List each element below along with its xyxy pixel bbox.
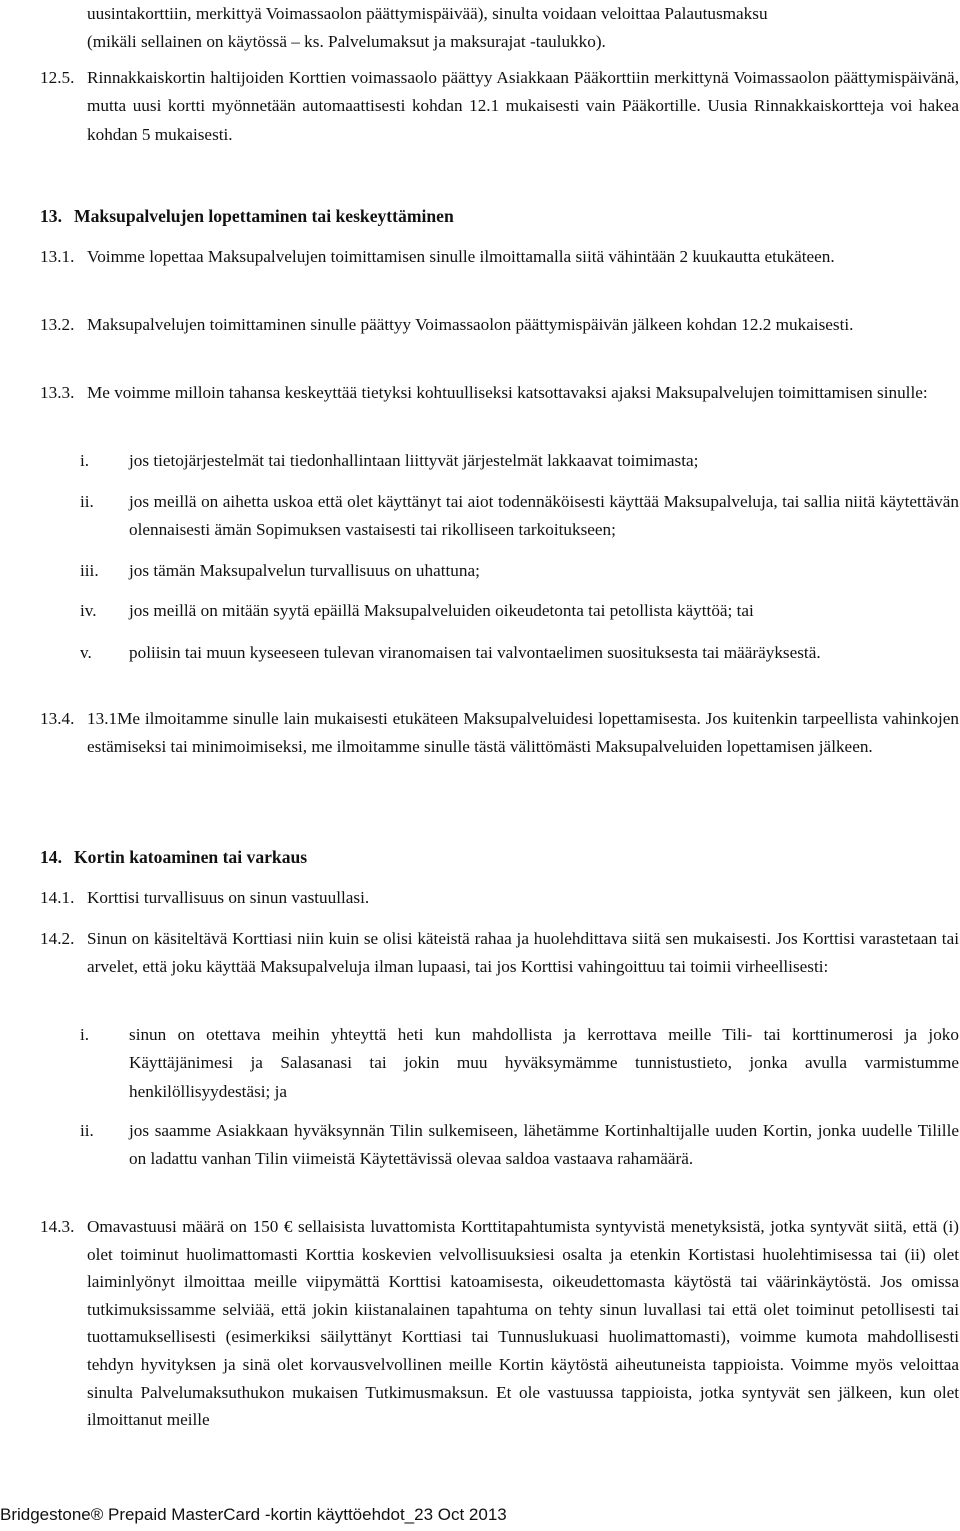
clause-12-5-text: Rinnakkaiskortin haltijoiden Korttien voimassaolo päättyy Asiakkaan Pääkorttiin merkittynä Voimassaolon päättymispäivänä, mutta uusi kortti myönnetään automaattisesti kohdan 12.1 mukaisesti vain Pääkortille. Uusia Rinnakkaiskortteja voi hakea kohdan 5 mukaisesti. [87,68,959,144]
list-item-text: jos saamme Asiakkaan hyväksynnän Tilin sulkemiseen, lähetämme Kortinhaltijalle uuden Kortin, jonka uudelle Tilille on ladattu vanhan Tilin viimeistä Käytettävissä olevaa saldoa vastaava rahamäärä. [129,1121,959,1169]
list-item-text: jos tietojärjestelmät tai tiedonhallintaan liittyvät järjestelmät lakkaavat toimimasta; [129,451,699,470]
list-label: i. [80,451,90,470]
section-14-title: Kortin katoaminen tai varkaus [74,847,308,867]
clause-13-1-text: Voimme lopettaa Maksupalvelujen toimittamisen sinulle ilmoittamalla siitä vähintään 2 kuukautta etukäteen. [87,247,835,266]
section-14-heading [40,843,307,871]
section-13-title: Maksupalvelujen lopettaminen tai keskeyttäminen [74,206,454,226]
list-item-text: poliisin tai muun kyseeseen tulevan viranomaisen tai valvontaelimen suosituksesta tai määräyksestä. [129,643,821,662]
clause-number-13-2: 13.2. [40,315,75,334]
list-label: i. [80,1025,90,1044]
clause-number-13-1: 13.1. [40,247,75,266]
list-label: iii. [80,561,99,580]
clause-13-3-text: Me voimme milloin tahansa keskeyttää tietyksi kohtuulliseksi katsottavaksi ajaksi Maksupalvelujen toimittamisen sinulle: [87,383,928,402]
clause-number-14-2: 14.2. [40,929,75,948]
clause-13-2-text: Maksupalvelujen toimittaminen sinulle päättyy Voimassaolon päättymispäivän jälkeen kohdan 12.2 mukaisesti. [87,315,854,334]
clause-number-14-1: 14.1. [40,888,75,907]
clause-number-12-5: 12.5. [40,68,75,87]
list-label: iv. [80,601,97,620]
section-14-number: 14. [40,847,62,867]
intro-line-1: uusintakorttiin, merkittyä Voimassaolon päättymispäivää), sinulta voidaan veloittaa Palautusmaksu [87,4,768,23]
clause-13-4-text: 13.1Me ilmoitamme sinulle lain mukaisesti etukäteen Maksupalveluidesi lopettamisesta. Jos kuitenkin tarpeellista vahinkojen estämiseksi tai minimoimiseksi, me ilmoitamme sinulle tästä välittömästi Maksupalveluiden lopettamisen jälkeen. [87,709,959,757]
list-item-text: jos meillä on aihetta uskoa että olet käyttänyt tai aiot todennäköisesti käyttää Maksupalveluja, tai sallia niitä käytettävän olennaisesti ämän Sopimuksen vastaisesti tai rikolliseen tarkoitukseen; [129,492,959,540]
list-label: ii. [80,492,94,511]
section-13-heading [40,202,454,230]
page-footer: Bridgestone® Prepaid MasterCard -kortin käyttöehdot_23 Oct 2013 [0,1505,507,1524]
clause-14-2-text: Sinun on käsiteltävä Korttiasi niin kuin se olisi käteistä rahaa ja huolehdittava siitä sen mukaisesti. Jos Korttisi varastetaan tai arvelet, että joku käyttää Maksupalveluja ilman lupaasi, tai jos Korttisi vahingoittuu tai toimii virheellisesti: [87,929,959,977]
clause-14-3-text: Omavastuusi määrä on 150 € sellaisista luvattomista Korttitapahtumista syntyvistä menetyksistä, jotka syntyvät siitä, että (i) olet toiminut huolimattomasti Korttia koskevien velvollisuuksiesi osalta ja etenkin Kortistasi huolehtimisessa tai (ii) olet laiminlyönyt ilmoittaa meille viipymättä Korttisi katoamisesta, oikeudettomasta käytöstä tai väärinkäytöstä. Jos omissa tutkimuksissamme selviää, että jokin kiistanalainen tapahtuma on tehty sinun luvallasi tai että olet toiminut petollisesti tai tuottamuksellisesti (esimerkiksi säilyttänyt Korttiasi tai Tunnuslukuasi huolimattomasti), voimme kumota mahdollisesti tehdyn hyvityksen ja sinä olet korvausvelvollinen meille Kortin käytöstä aiheutuneista tappioista. Voimme myös veloittaa sinulta Palvelumaksuthukon mukaisen Tutkimusmaksun. Et ole vastuussa tappioista, jotka syntyvät sen jälkeen, kun olet ilmoittanut meille [87,1217,959,1430]
clause-number-13-4: 13.4. [40,709,75,728]
clause-14-1-text: Korttisi turvallisuus on sinun vastuullasi. [87,888,370,907]
intro-line-2: (mikäli sellainen on käytössä – ks. Palvelumaksut ja maksurajat -taulukko). [87,32,606,52]
list-item-text: sinun on otettava meihin yhteyttä heti kun mahdollista ja kerrottava meille Tili- tai korttinumerosi ja joko Käyttäjänimesi ja Salasanasi tai jokin muu hyväksymämme tunnistustieto, jonka avulla varmistumme henkilöllisyydestäsi; ja [129,1025,959,1101]
list-label: v. [80,643,92,662]
list-label: ii. [80,1121,94,1140]
clause-number-14-3: 14.3. [40,1217,75,1236]
list-item-text: jos tämän Maksupalvelun turvallisuus on uhattuna; [129,561,480,580]
clause-number-13-3: 13.3. [40,383,75,402]
section-13-number: 13. [40,206,62,226]
intro-paragraph [87,0,959,57]
list-item-text: jos meillä on mitään syytä epäillä Maksupalveluiden oikeudetonta tai petollista käyttöä; tai [129,601,754,620]
